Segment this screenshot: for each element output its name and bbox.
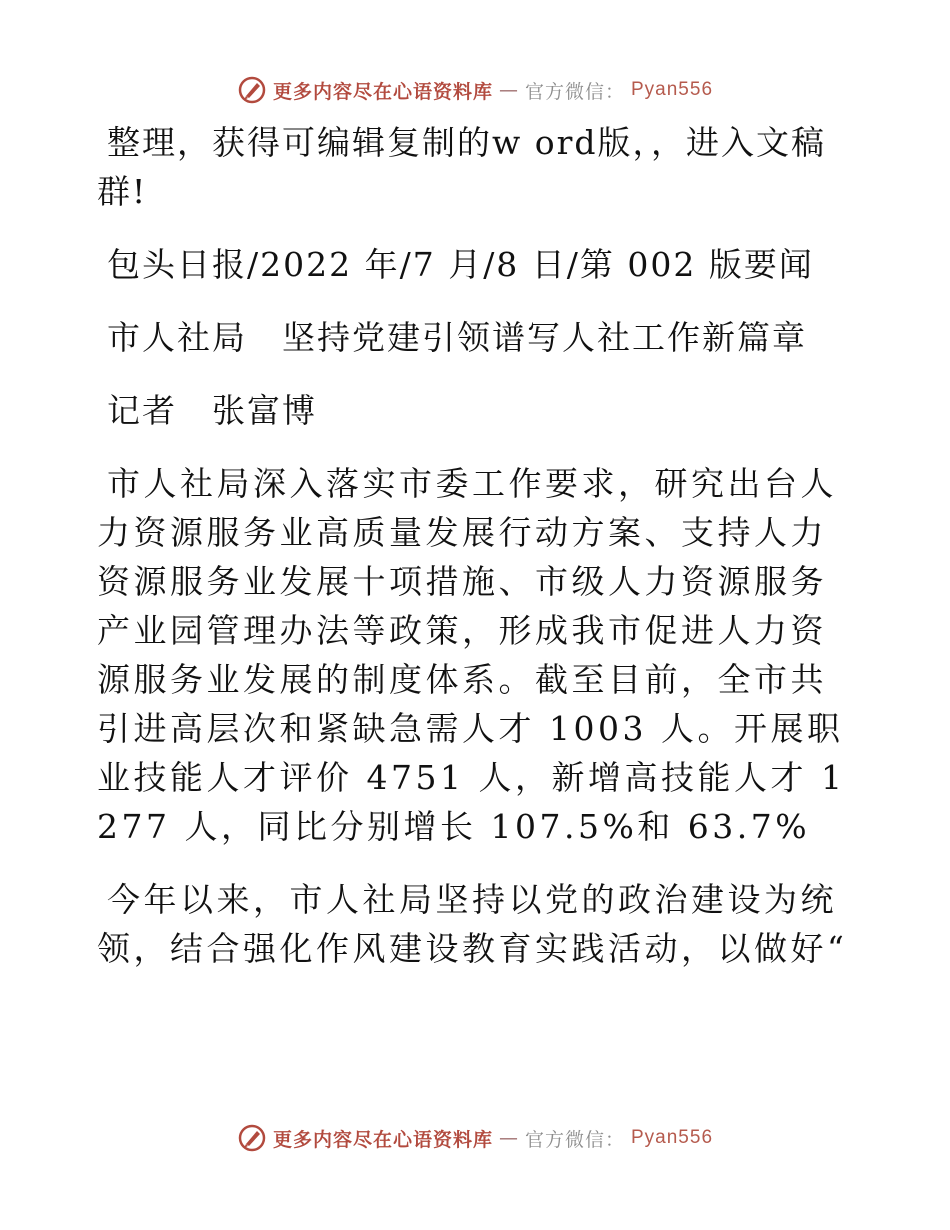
watermark-separator: — [498,1127,519,1149]
article-title: 市人社局 坚持党建引领谱写人社工作新篇章 [107,318,807,357]
watermark-label: 官方微信： [524,80,625,103]
watermark-wechat-id: Pyan556 [631,79,714,100]
watermark-inner [237,75,713,105]
source-line: 包头日报/2022 年/7 月/8 日/第 002 版要闻 [107,245,814,284]
watermark-inner [237,1123,713,1153]
body-paragraph-2: 今年以来，市人社局坚持以党的政治建设为统领，结合强化作风建设教育实践活动，以做好“ [97,880,848,968]
watermark-wechat-id: Pyan556 [631,1127,714,1148]
header-watermark [0,72,950,108]
byline: 记者 张富博 [107,391,317,430]
body-paragraph-1: 市人社局深入落实市委工作要求，研究出台人力资源服务业高质量发展行动方案、支持人力资源服务业发展十项措施、市级人力资源服务产业园管理办法等政策，形成我市促进人力资源服务业发展的制度体系。截至目前，全市共引进高层次和紧缺急需人才 1003 人。开展职业技能人才评价 4751 人，新增高技能人才 1277 人，同比分别增长 107.5%和 63.7% [97,464,846,846]
watermark-main-text: 更多内容尽在心语资料库 [272,80,493,103]
intro-paragraph: 整理，获得可编辑复制的w ord版，，进入文稿群! [97,123,827,211]
watermark-label: 官方微信： [524,1128,625,1151]
document-body [97,118,857,997]
pen-circle-logo-icon [237,75,267,105]
footer-watermark [0,1120,950,1156]
watermark-main-text: 更多内容尽在心语资料库 [272,1128,493,1151]
pen-circle-logo-icon [237,1123,267,1153]
watermark-separator: — [498,79,519,101]
